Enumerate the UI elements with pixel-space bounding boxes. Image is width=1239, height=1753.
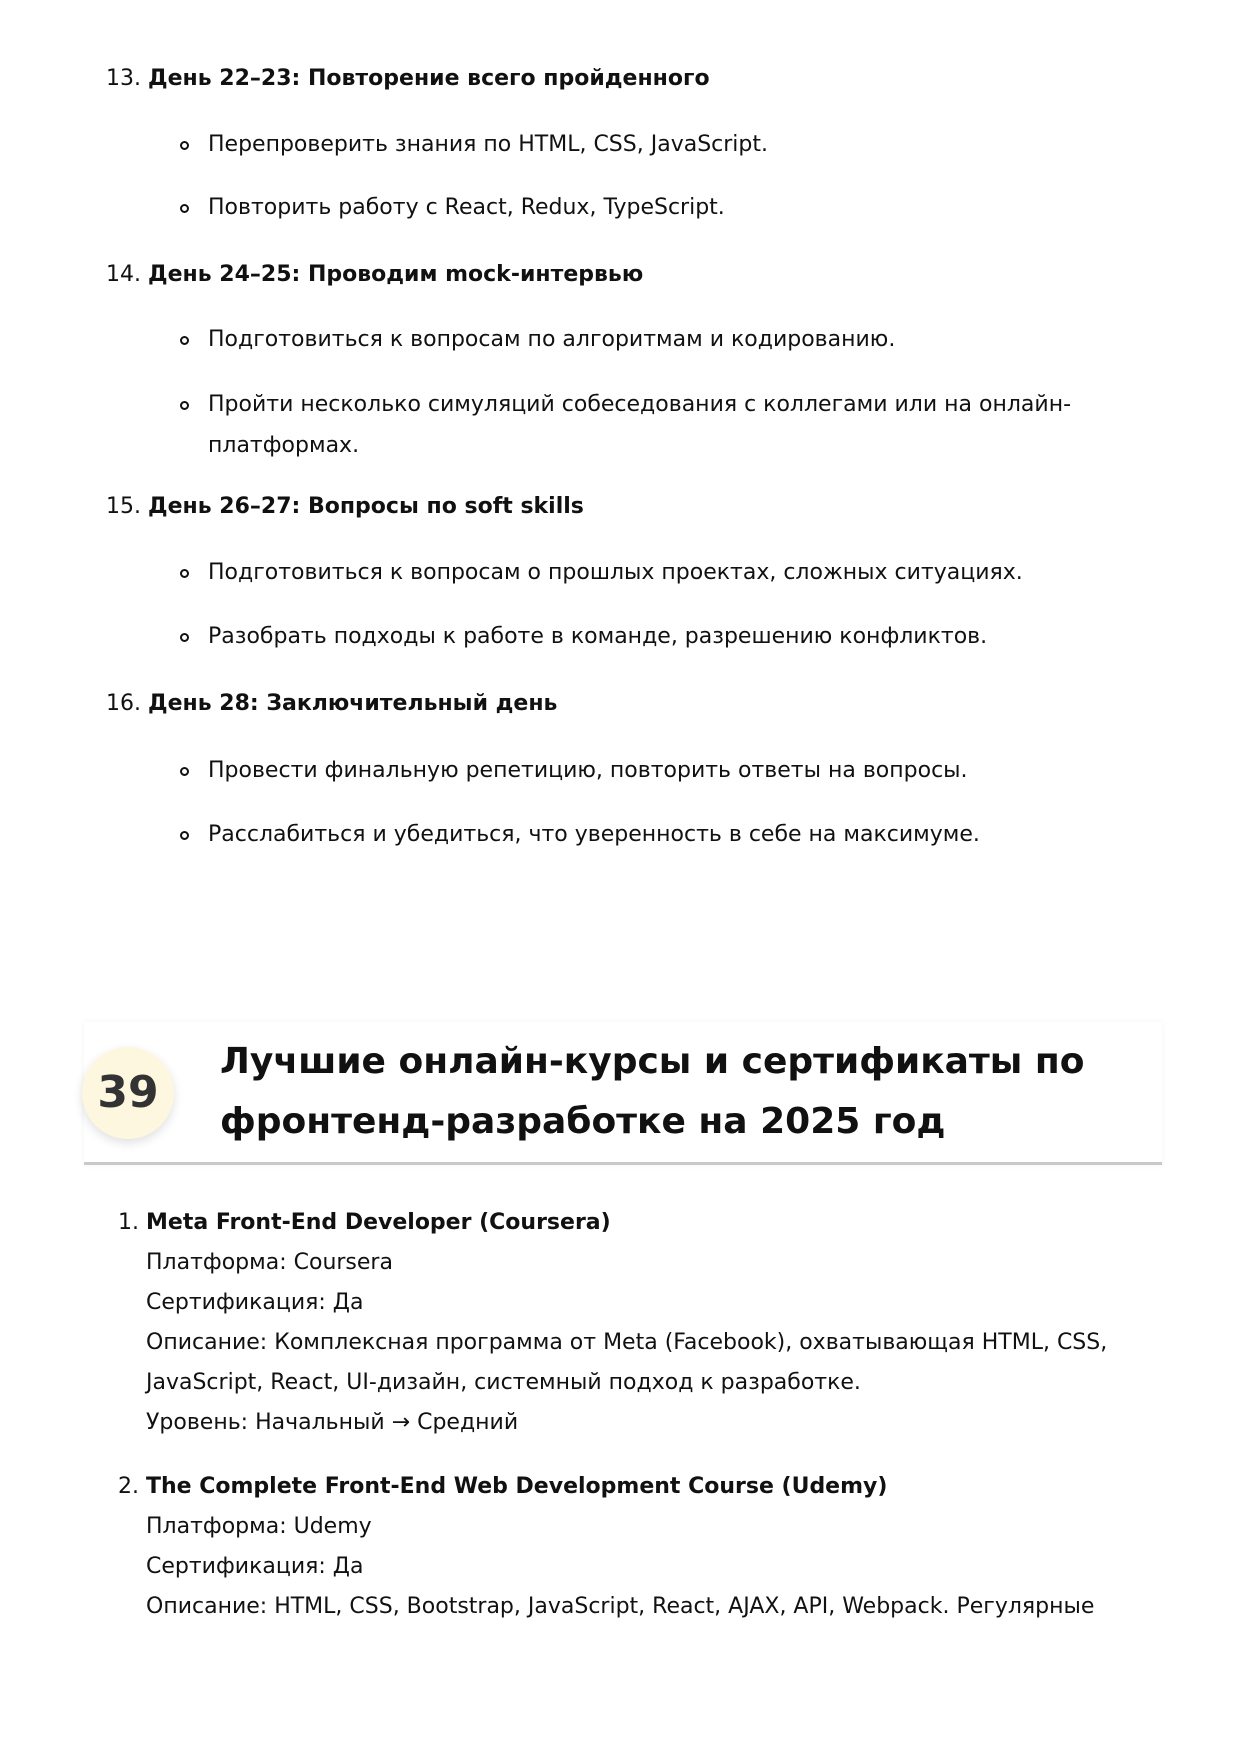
course-name: The Complete Front-End Web Development Course (Udemy) (146, 1474, 888, 1499)
plan-item-14-heading (106, 258, 643, 292)
course-number: 2. (118, 1474, 139, 1499)
plan-subitem: Перепроверить знания по HTML, CSS, JavaScript. (208, 132, 768, 157)
bullet-circle-icon (180, 204, 189, 213)
bullet-circle-icon (180, 831, 189, 840)
plan-item-title: День 26–27: Вопросы по soft skills (148, 494, 584, 519)
plan-item-15-heading (106, 490, 584, 524)
bullet-circle-icon (180, 767, 189, 776)
course-description: Описание: HTML, CSS, Bootstrap, JavaScript, React, AJAX, API, Webpack. Регулярные (146, 1594, 1095, 1619)
plan-item-number: 14. (106, 262, 141, 287)
course-number: 1. (118, 1210, 139, 1235)
plan-subitem: Разобрать подходы к работе в команде, разрешению конфликтов. (208, 624, 988, 649)
plan-item-16-heading (106, 687, 557, 721)
plan-subitem: Подготовиться к вопросам по алгоритмам и кодированию. (208, 327, 896, 352)
plan-subitem-continuation: платформах. (208, 433, 360, 458)
section-number-badge: 39 (82, 1047, 174, 1139)
plan-item-number: 16. (106, 691, 141, 716)
section-title-line: Лучшие онлайн-курсы и сертификаты по (220, 1041, 1085, 1082)
course-description: Описание: Комплексная программа от Meta (Facebook), охватывающая HTML, CSS, (146, 1330, 1108, 1355)
bullet-circle-icon (180, 633, 189, 642)
bullet-circle-icon (180, 141, 189, 150)
plan-subitem: Расслабиться и убедиться, что уверенность в себе на максимуме. (208, 822, 980, 847)
course-platform: Платформа: Coursera (146, 1250, 393, 1275)
plan-item-number: 15. (106, 494, 141, 519)
plan-subitem: Пройти несколько симуляций собеседования с коллегами или на онлайн- (208, 392, 1072, 417)
section-title (220, 1032, 1120, 1152)
course-description: JavaScript, React, UI-дизайн, системный подход к разработке. (146, 1370, 861, 1395)
plan-subitem: Повторить работу с React, Redux, TypeScript. (208, 195, 725, 220)
plan-subitem: Подготовиться к вопросам о прошлых проектах, сложных ситуациях. (208, 560, 1023, 585)
bullet-circle-icon (180, 569, 189, 578)
course-platform: Платформа: Udemy (146, 1514, 372, 1539)
plan-item-title: День 22–23: Повторение всего пройденного (148, 66, 710, 91)
plan-item-number: 13. (106, 66, 141, 91)
section-title-line: фронтенд-разработке на 2025 год (220, 1101, 946, 1142)
plan-subitem: Провести финальную репетицию, повторить ответы на вопросы. (208, 758, 968, 783)
plan-item-title: День 24–25: Проводим mock-интервью (148, 262, 644, 287)
course-name: Meta Front-End Developer (Coursera) (146, 1210, 611, 1235)
course-level: Уровень: Начальный → Средний (146, 1410, 519, 1435)
bullet-circle-icon (180, 401, 189, 410)
course-certification: Сертификация: Да (146, 1290, 364, 1315)
course-certification: Сертификация: Да (146, 1554, 364, 1579)
plan-item-title: День 28: Заключительный день (148, 691, 558, 716)
plan-item-13-heading (106, 62, 710, 96)
bullet-circle-icon (180, 336, 189, 345)
